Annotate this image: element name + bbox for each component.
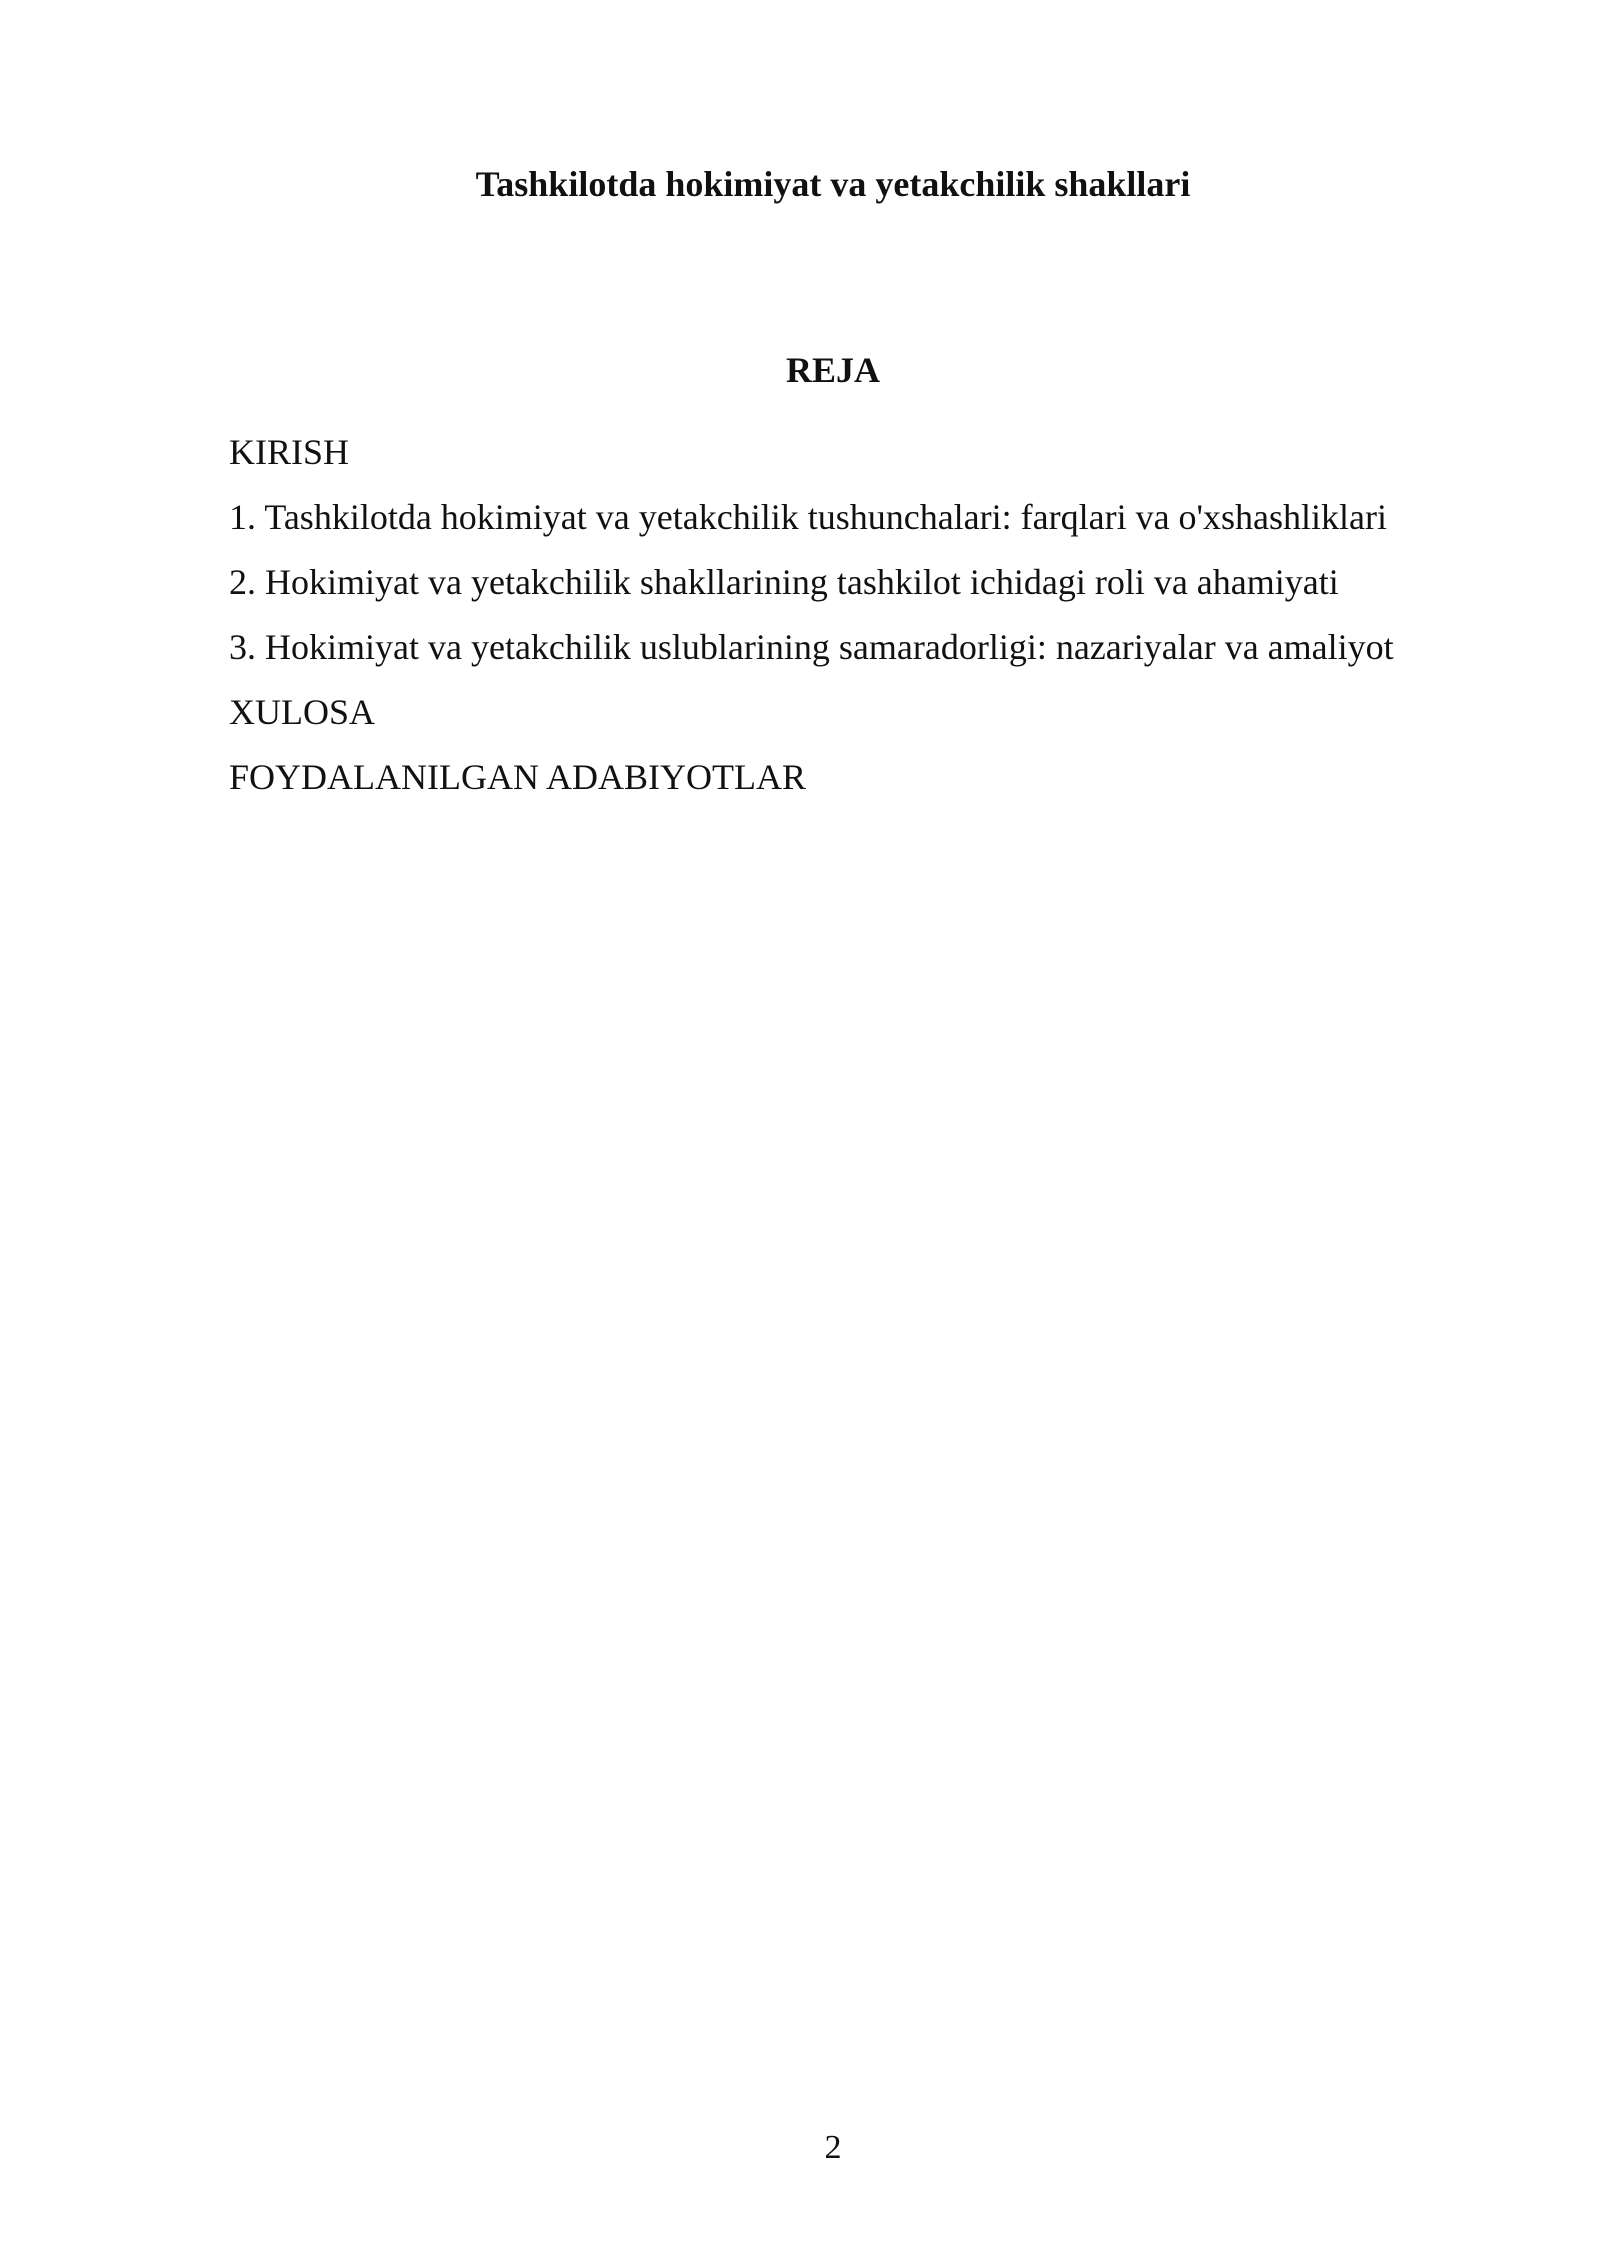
- plan-item-section-3: 3. Hokimiyat va yetakchilik uslublarining samaradorligi: nazariyalar va amaliyot: [229, 627, 1394, 667]
- plan-item-references: FOYDALANILGAN ADABIYOTLAR: [229, 757, 806, 797]
- page-number: 2: [824, 2129, 842, 2166]
- plan-list: [229, 420, 1529, 810]
- plan-item-introduction: KIRISH: [229, 432, 350, 472]
- plan-item-section-2: 2. Hokimiyat va yetakchilik shakllarining tashkilot ichidagi roli va ahamiyati: [229, 562, 1339, 602]
- document-title: Tashkilotda hokimiyat va yetakchilik shakllari: [475, 164, 1191, 204]
- plan-item-section-1: 1. Tashkilotda hokimiyat va yetakchilik tushunchalari: farqlari va o'xshashliklari: [229, 497, 1388, 537]
- plan-heading: REJA: [785, 350, 880, 390]
- plan-item-conclusion: XULOSA: [229, 692, 376, 732]
